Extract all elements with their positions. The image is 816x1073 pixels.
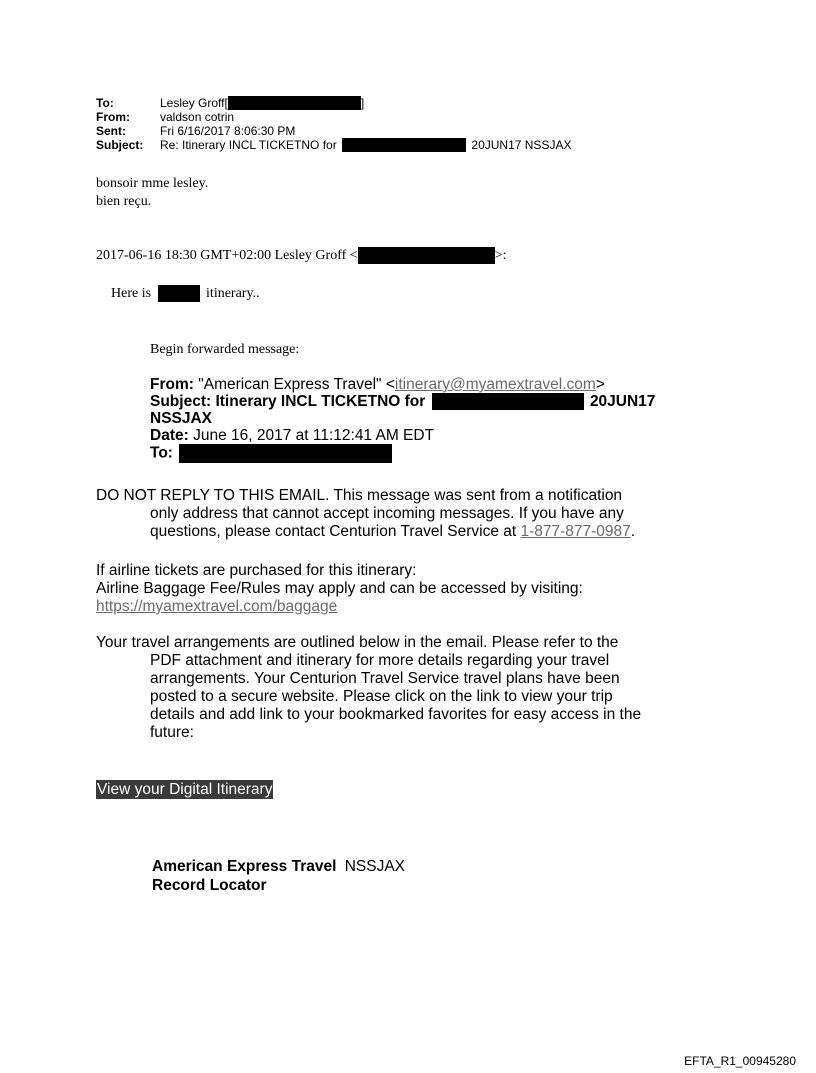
redaction-bar bbox=[358, 247, 495, 264]
baggage-paragraph bbox=[96, 562, 696, 616]
here-is-text: Here is bbox=[111, 286, 152, 301]
redaction-bar bbox=[228, 96, 361, 110]
redaction-bar bbox=[158, 285, 200, 302]
reply-line-2: bien reçu. bbox=[96, 194, 152, 209]
forwarded-header bbox=[150, 376, 690, 463]
fwd-from-line bbox=[150, 376, 690, 393]
to-label: To: bbox=[96, 96, 114, 110]
baggage-line-2: Airline Baggage Fee/Rules may apply and can be accessed by visiting: bbox=[96, 580, 583, 597]
to-close: ] bbox=[360, 96, 365, 110]
from-value: valdson cotrin bbox=[160, 110, 235, 124]
redaction-bar bbox=[432, 393, 584, 410]
to-name: Lesley Groff[ bbox=[160, 96, 228, 110]
fwd-subject-line bbox=[150, 393, 690, 410]
fwd-from-email-link[interactable]: itinerary@myamextravel.com bbox=[394, 376, 596, 393]
notice-paragraph bbox=[96, 487, 696, 541]
arrangements-line-6: future: bbox=[150, 724, 194, 741]
fwd-subject-line2: NSSJAX bbox=[150, 410, 213, 428]
redaction-bar bbox=[342, 138, 466, 152]
arrangements-paragraph bbox=[96, 634, 696, 742]
notice-line-3 bbox=[96, 523, 696, 541]
fwd-subject-label: Subject: Itinerary INCL TICKETNO for bbox=[150, 393, 426, 410]
record-company: American Express Travel bbox=[152, 858, 337, 875]
subject-value bbox=[160, 138, 571, 152]
fwd-subject-line-2 bbox=[150, 410, 690, 427]
record-company-line bbox=[152, 857, 405, 876]
record-code: NSSJAX bbox=[344, 858, 406, 875]
from-label: From: bbox=[96, 110, 130, 124]
notice-line-1: DO NOT REPLY TO THIS EMAIL. This message was sent from a notification bbox=[96, 487, 623, 504]
reply-line-1: bonsoir mme lesley. bbox=[96, 176, 209, 191]
redaction-bar bbox=[179, 444, 392, 463]
notice-line-2: only address that cannot accept incoming messages. If you have any bbox=[150, 505, 624, 522]
arrangements-line-3: arrangements. Your Centurion Travel Service travel plans have been bbox=[150, 670, 620, 687]
baggage-link[interactable]: https://myamextravel.com/baggage bbox=[96, 598, 338, 615]
attribution-prefix: 2017-06-16 18:30 GMT+02:00 Lesley Groff < bbox=[96, 248, 358, 263]
notice-line-3-text: questions, please contact Centurion Travel Service at bbox=[150, 523, 521, 540]
fwd-date-line bbox=[150, 427, 690, 444]
to-value bbox=[160, 96, 364, 110]
begin-forwarded: Begin forwarded message: bbox=[150, 342, 300, 357]
subject-tail: 20JUN17 NSSJAX bbox=[471, 138, 572, 152]
arrangements-line-2: PDF attachment and itinerary for more details regarding your travel bbox=[150, 652, 610, 669]
record-locator-block bbox=[152, 857, 405, 895]
fwd-subject-tail: 20JUN17 bbox=[589, 393, 656, 410]
here-is-line bbox=[111, 285, 260, 303]
sent-value: Fri 6/16/2017 8:06:30 PM bbox=[160, 124, 296, 138]
fwd-to-line bbox=[150, 444, 690, 463]
sent-label: Sent: bbox=[96, 124, 126, 138]
view-digital-itinerary-button[interactable]: View your Digital Itinerary bbox=[97, 781, 273, 798]
arrangements-line-4: posted to a secure website. Please click on the link to view your trip bbox=[150, 688, 613, 705]
quote-attribution bbox=[96, 247, 506, 265]
itinerary-text: itinerary.. bbox=[206, 286, 260, 301]
baggage-line-1: If airline tickets are purchased for this itinerary: bbox=[96, 562, 417, 579]
arrangements-line-1: Your travel arrangements are outlined below in the email. Please refer to the bbox=[96, 634, 619, 651]
subject-text: Re: Itinerary INCL TICKETNO for bbox=[160, 138, 337, 152]
phone-link[interactable]: 1-877-877-0987 bbox=[520, 523, 631, 540]
fwd-from-label: From: bbox=[150, 376, 194, 393]
fwd-date-label: Date: bbox=[150, 427, 189, 445]
subject-label: Subject: bbox=[96, 138, 144, 152]
record-locator-label: Record Locator bbox=[152, 877, 267, 894]
email-header bbox=[96, 96, 696, 156]
attribution-suffix: >: bbox=[494, 248, 507, 263]
fwd-to-label: To: bbox=[150, 445, 173, 462]
document-id: EFTA_R1_00945280 bbox=[684, 1054, 796, 1068]
arrangements-line-5: details and add link to your bookmarked favorites for easy access in the bbox=[150, 706, 642, 723]
fwd-from-close: > bbox=[595, 376, 605, 393]
notice-line-3-suffix: . bbox=[630, 523, 636, 540]
fwd-date-value: June 16, 2017 at 11:12:41 AM EDT bbox=[193, 427, 435, 445]
fwd-from-value: "American Express Travel" < bbox=[198, 376, 395, 393]
